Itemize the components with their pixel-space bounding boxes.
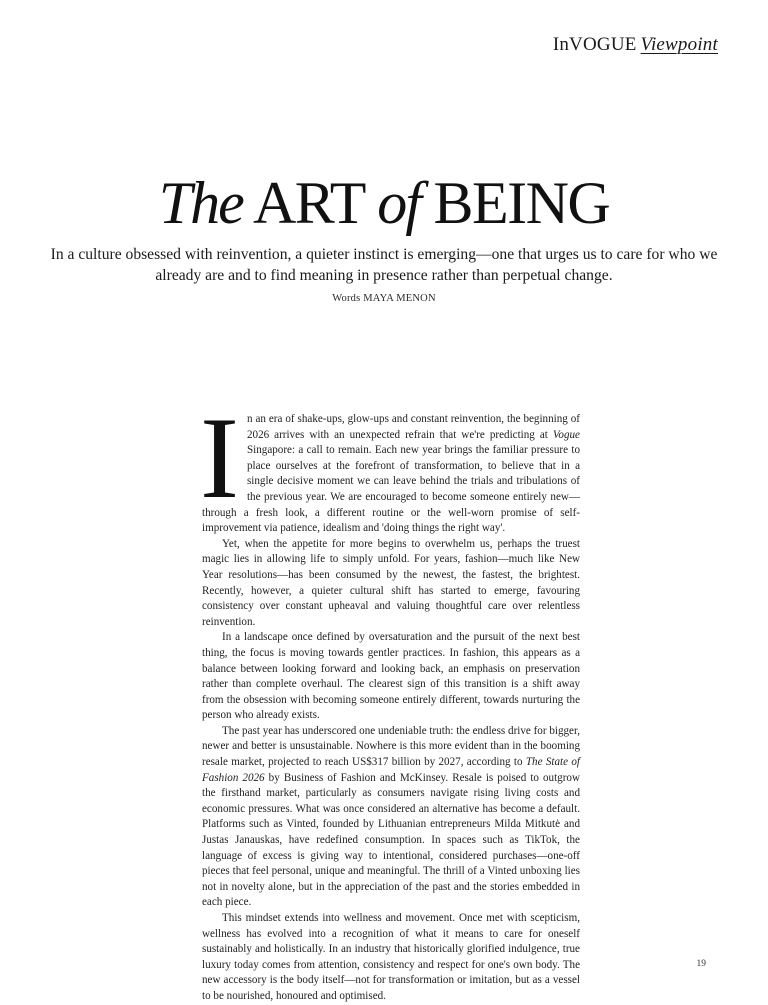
drop-cap: I: [200, 394, 239, 523]
paragraph-4: [202, 724, 580, 911]
title-word-the: The: [158, 170, 243, 236]
p4-emphasis: The State of Fashion 2026: [202, 756, 580, 784]
byline: Words MAYA MENON: [332, 293, 436, 304]
section-name: Viewpoint: [640, 34, 718, 55]
title-word-being: BEING: [433, 170, 610, 236]
p1-text-a: n an era of shake-ups, glow-ups and constant reinvention, the beginning of 2026 arrives with an unexpected refrain that we're predicting at: [246, 413, 580, 441]
paragraph-5: This mindset extends into wellness and movement. Once met with scepticism, wellness has evolved into a recognition of what it means to care for oneself sustainably and holistically. In an industry that historically glorified indulgence, true luxury today comes from attention, consistency and respect for one's own body. The new accessory is the body itself—not for transformation or imitation, but as a vessel to be nourished, honoured and optimised.: [202, 912, 580, 1002]
title-word-art: ART: [252, 170, 364, 236]
article-body: [200, 394, 580, 1005]
p1-emphasis: Vogue: [552, 428, 580, 441]
section-header: [553, 34, 718, 56]
p4-text-b: by Business of Fashion and McKinsey. Resale is poised to outgrow the firsthand market, particularly as consumers navigate rising living costs and economic pressures. What was once considered an alternative has become a default. Platforms such as Vinted, founded by Lithuanian entrepreneurs Milda Mitkutė and Justas Janauskas, have redefined consumption. In spaces such as TikTok, the language of excess is giving way to intentional, considered purchases—one-off pieces that feel personal, unique and meaningful. The thrill of a Vinted unboxing lies not in novelty alone, but in the appreciation of the past and the stories embedded in each piece.: [202, 771, 580, 909]
standfirst: In a culture obsessed with reinvention, a quieter instinct is emerging—one that urges us to care for who we already are and to find meaning in presence rather than perpetual change.: [50, 246, 718, 284]
title-word-of: of: [377, 170, 420, 236]
p1-text-b: Singapore: a call to remain. Each new year brings the familiar pressure to place ourselves at the forefront of transformation, to believe that in a single decisive moment we can leave behind the trials and tribulations of the previous year. We are encouraged to become someone entirely new—through a fresh look, a different routine or the well-worn promise of self-improvement via patience, idealism and 'doing things the right way'.: [202, 444, 580, 535]
p4-text-a: The past year has underscored one undeniable truth: the endless drive for bigger, newer and better is unsustainable. Nowhere is this more evident than in the booming resale market, projected to reach US$317 billion by 2027, according to: [202, 724, 580, 769]
paragraph-2: Yet, when the appetite for more begins to overwhelm us, perhaps the truest magic lies in allowing life to simply unfold. For years, fashion—much like New Year resolutions—has been consumed by the newest, the fastest, the brightest. Recently, however, a quieter cultural shift has started to emerge, favouring consistency over constant upheaval and valuing thoughtful care over relentless reinvention.: [202, 537, 580, 628]
article-title: [0, 167, 768, 239]
paragraph-3: In a landscape once defined by oversaturation and the pursuit of the next best thing, the focus is moving towards gentler practices. In fashion, this appears as a balance between looking forward and looking back, an emphasis on preservation rather than complete overhaul. The clearest sign of this transition is a shift away from the obsession with becoming someone entirely different, towards nurturing the person who already exists.: [202, 631, 580, 722]
page-number: 19: [696, 959, 706, 969]
paragraph-1: [200, 394, 580, 537]
brand-name: InVOGUE: [552, 34, 637, 55]
